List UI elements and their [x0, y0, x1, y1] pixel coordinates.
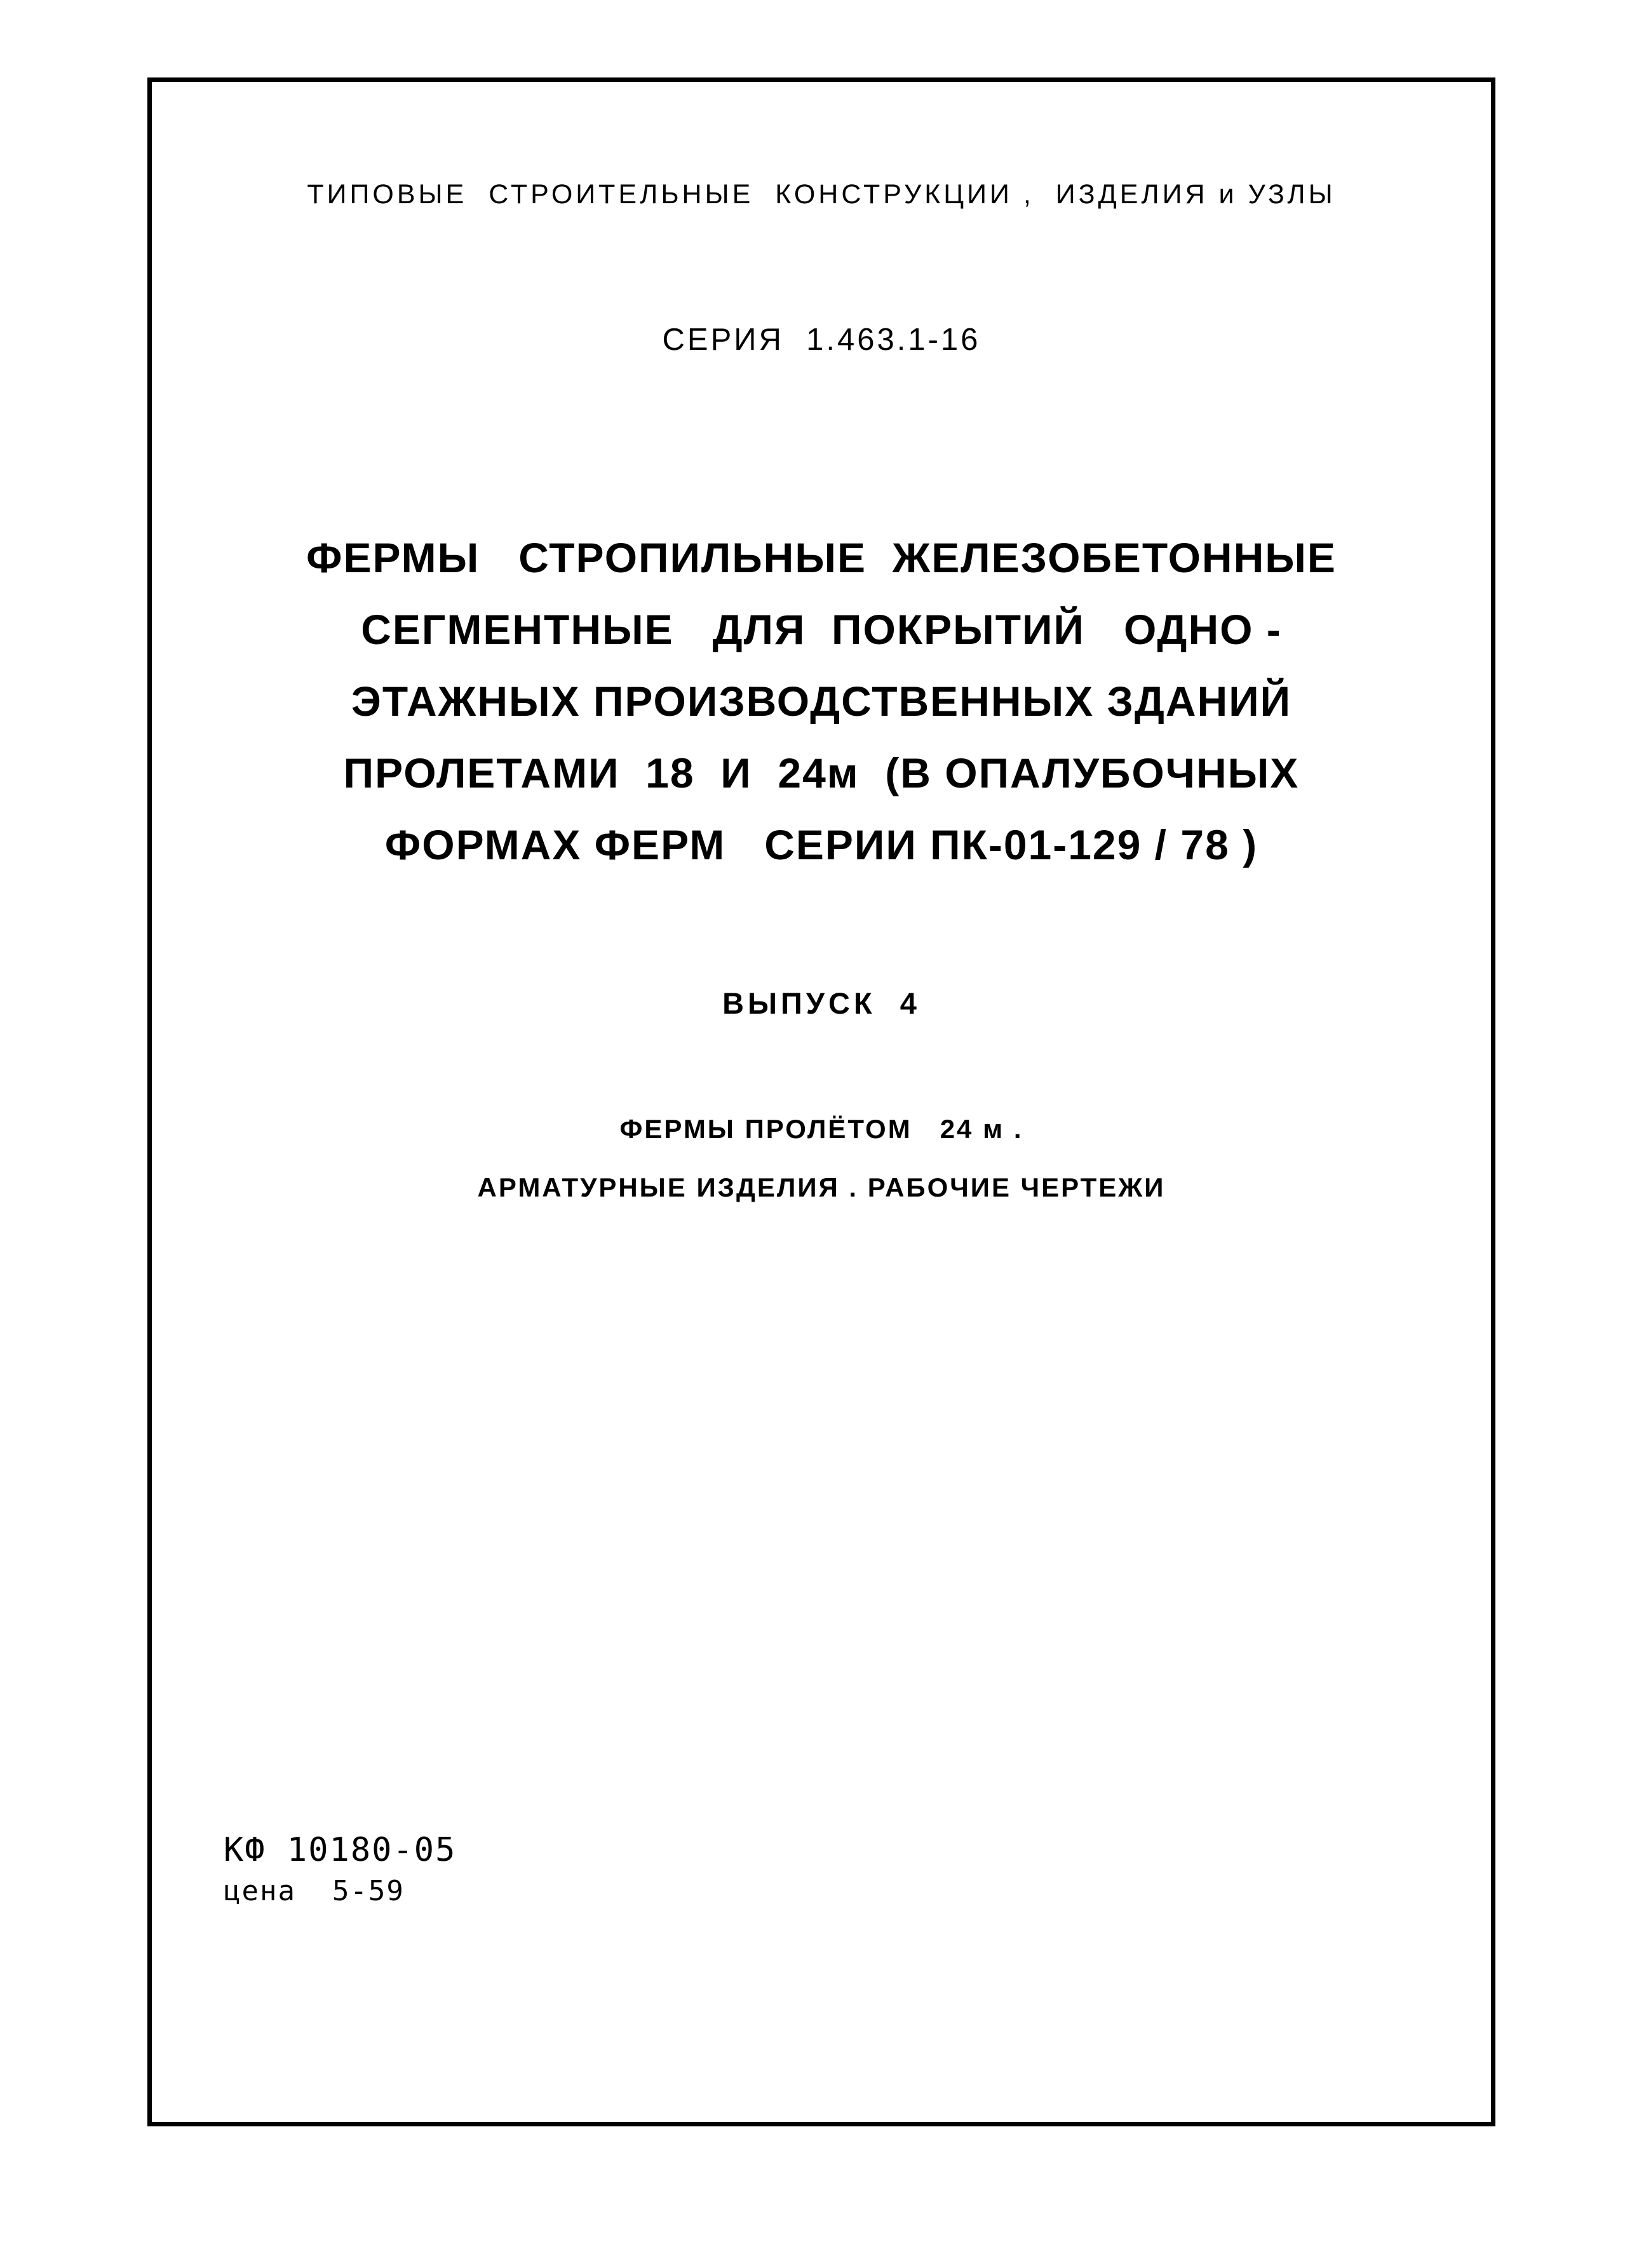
title-line-2: СЕГМЕНТНЫЕ ДЛЯ ПОКРЫТИЙ ОДНО - — [361, 606, 1282, 653]
main-title — [147, 522, 1495, 881]
document-category-header: ТИПОВЫЕ СТРОИТЕЛЬНЫЕ КОНСТРУКЦИИ , ИЗДЕЛИЯ и УЗЛЫ — [307, 179, 1336, 210]
subtitle-block — [147, 1100, 1495, 1217]
title-page-content — [147, 77, 1495, 2126]
title-line-1: ФЕРМЫ СТРОПИЛЬНЫЕ ЖЕЛЕЗОБЕТОННЫЕ — [306, 534, 1337, 581]
stamp-price: цена 5-59 — [224, 1875, 405, 1907]
subtitle-contents-line: АРМАТУРНЫЕ ИЗДЕЛИЯ . РАБОЧИЕ ЧЕРТЕЖИ — [477, 1172, 1166, 1202]
title-line-4: ПРОЛЕТАМИ 18 И 24м (В ОПАЛУБОЧНЫХ — [343, 749, 1300, 796]
handwritten-stamp — [224, 1830, 456, 1909]
title-line-3: ЭТАЖНЫХ ПРОИЗВОДСТВЕННЫХ ЗДАНИЙ — [351, 678, 1292, 725]
stamp-code: КФ 10180-05 — [224, 1831, 457, 1869]
title-line-5: ФОРМАХ ФЕРМ СЕРИИ ПК-01-129 / 78 ) — [384, 821, 1258, 868]
series-number: СЕРИЯ 1.463.1-16 — [662, 323, 981, 357]
subtitle-span-line: ФЕРМЫ ПРОЛЁТОМ 24 м . — [619, 1114, 1023, 1144]
issue-number: ВЫПУСК 4 — [722, 986, 920, 1020]
